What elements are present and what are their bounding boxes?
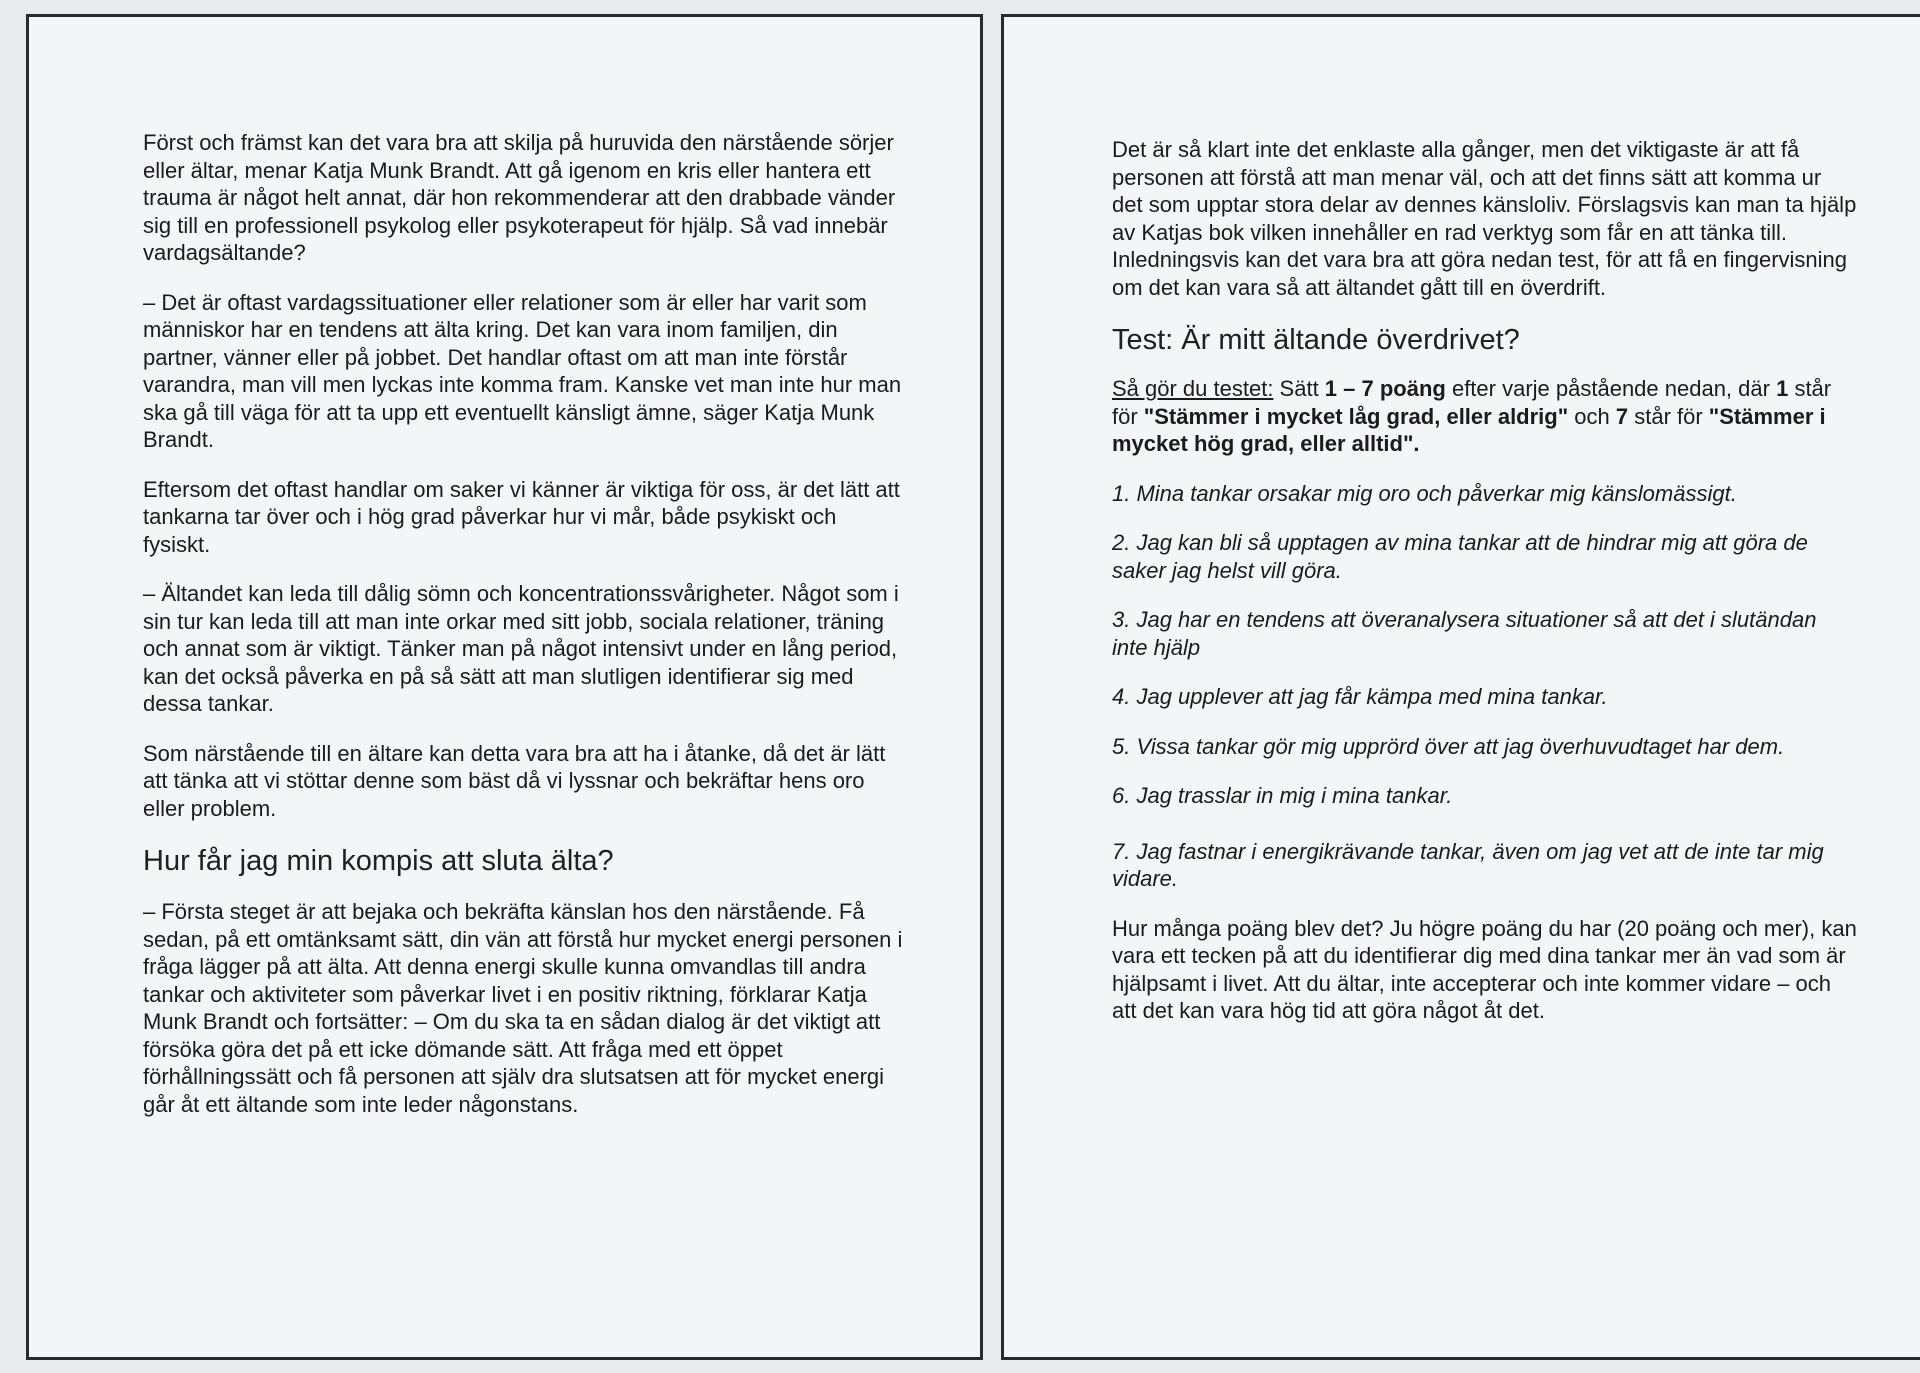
instructions-high: "Stämmer i mycket hög grad, eller alltid". [1112, 403, 1826, 456]
instructions-range: 1 – 7 poäng [1324, 376, 1446, 401]
paragraph-quote-everyday: – Det är oftast vardagssituationer eller relationer som är eller har varit som människor har en tendens att älta kring. Det kan vara inom familjen, din partner, vänner eller på jobbet. Det handlar oftast om att man inte förstår varandra, man vill men lyckas inte komma fram. Kanske vet man inte hur man ska gå till väga för att ta upp ett eventuellt känsligt ämne, säger Katja Munk Brandt. [143, 289, 902, 452]
instructions-low: "Stämmer i mycket låg grad, eller aldrig" [1143, 403, 1569, 429]
left-article-column [143, 129, 903, 1140]
right-article-column [1112, 136, 1857, 1047]
statement-5: 5. Vissa tankar gör mig upprörd över att jag överhuvudtaget har dem. [1112, 733, 1785, 759]
paragraph-quote-sleep: – Ältandet kan leda till dålig sömn och koncentrationssvårigheter. Något som i sin tur kan leda till att man inte orkar med sitt jobb, sociala relationer, träning och annat som är viktigt. Tänker man på något intensivt under en lång period, kan det också påverka en på så sätt att man slutligen identifierar sig med dessa tankar. [143, 581, 899, 716]
left-page [26, 14, 983, 1360]
right-page [1001, 14, 1920, 1360]
section-heading-stop-ruminating: Hur får jag min kompis att sluta älta? [143, 845, 614, 877]
paragraph-important-things: Eftersom det oftast handlar om saker vi känner är viktiga för oss, är det lätt att tankarna tar över och i hög grad påverkar hur vi mår, både psykiskt och fysiskt. [143, 476, 900, 557]
paragraph-intro: Först och främst kan det vara bra att skilja på huruvida den närstående sörjer eller ältar, menar Katja Munk Brandt. Att gå igenom en kris eller hantera ett trauma är något helt annat, där hon rekommenderar att den drabbade vänder sig till en professionell psykolog eller psykoterapeut för hjälp. Så vad innebär vardagsältande? [143, 130, 896, 265]
instructions-text-2: efter varje påstående nedan, där [1445, 376, 1777, 401]
statement-4: 4. Jag upplever att jag får kämpa med mina tankar. [1112, 684, 1608, 709]
paragraph-first-step: – Första steget är att bejaka och bekräfta känslan hos den närstående. Få sedan, på ett omtänksamt sätt, din vän att förstå hur mycket energi personen i fråga lägger på att älta. Att denna energi skulle kunna omvandlas till andra tankar och aktiviteter som påverkar livet i en positiv riktning, förklarar Katja Munk Brandt och fortsätter: – Om du ska ta en sådan dialog är det viktigt att försöka göra det på ett icke dömande sätt. Att fråga med ett öppet förhållningssätt och få personen att själv dra slutsatsen att för mycket energi går åt ett ältande som inte leder någonstans. [143, 899, 903, 1117]
statement-1: 1. Mina tankar orsakar mig oro och påverkar mig känslomässigt. [1112, 480, 1737, 506]
instructions-one: 1 [1776, 376, 1789, 401]
test-conclusion: Hur många poäng blev det? Ju högre poäng du har (20 poäng och mer), kan vara ett tecken på att du identifierar dig med dina tankar mer än vad som är hjälpsamt i livet. Att du ältar, inte accepterar och inte kommer vidare – och att det kan vara hög tid att göra något åt det. [1112, 915, 1857, 1023]
statement-7: 7. Jag fastnar i energikrävande tankar, även om jag vet att de inte tar mig vidare. [1112, 838, 1824, 891]
instructions-text-4: och [1568, 403, 1616, 429]
paragraph-as-relative: Som närstående till en ältare kan detta vara bra att ha i åtanke, då det är lätt att tänka att vi stöttar denne som bäst då vi lyssnar och bekräftar hens oro eller problem. [143, 740, 886, 821]
test-heading: Test: Är mitt ältande överdrivet? [1112, 324, 1520, 356]
test-instructions [1112, 375, 1857, 458]
statement-6: 6. Jag trasslar in mig i mina tankar. [1112, 783, 1453, 808]
instructions-text-5: står för [1628, 403, 1709, 429]
instructions-label: Så gör du testet: [1112, 376, 1274, 401]
instructions-seven: 7 [1615, 403, 1629, 429]
statement-2: 2. Jag kan bli så upptagen av mina tankar att de hindrar mig att göra de saker jag helst vill göra. [1112, 530, 1808, 583]
instructions-text-3: står för [1112, 376, 1832, 429]
paragraph-right-intro: Det är så klart inte det enklaste alla gånger, men det viktigaste är att få personen att förstå att man menar väl, och att det finns sätt att komma ur det som upptar stora delar av dennes känsloliv. Förslagsvis kan man ta hjälp av Katjas bok vilken innehåller en rad verktyg som får en att tänka till. Inledningsvis kan det vara bra att göra nedan test, för att få en fingervisning om det kan vara så att ältandet gått till en överdrift. [1112, 137, 1857, 300]
statement-3: 3. Jag har en tendens att överanalysera situationer så att det i slutändan inte hjälp [1112, 607, 1817, 660]
instructions-text-1: Sätt [1273, 376, 1325, 401]
